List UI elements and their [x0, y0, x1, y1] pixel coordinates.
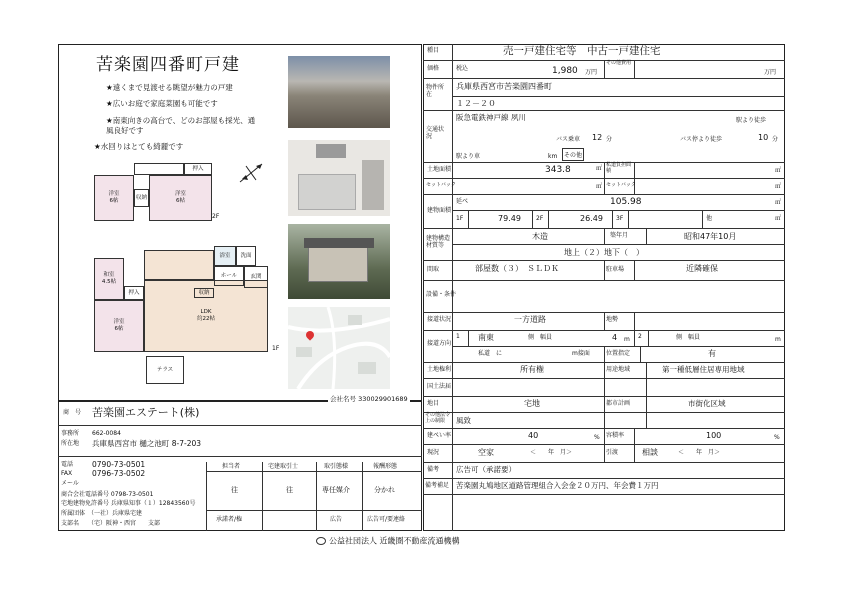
mail-label: メール	[61, 480, 79, 487]
km-unit: km	[548, 153, 558, 160]
role-row2-1: 承諾者/権	[216, 516, 243, 523]
road-status-value: 一方道路	[514, 315, 546, 324]
road-direction-label: 接道方向	[427, 340, 452, 347]
role-value-2: 往	[286, 486, 293, 494]
road-index-2: 2	[638, 333, 642, 340]
floor3-label: 3F	[616, 215, 624, 222]
road-direction-value: 南東	[478, 333, 494, 342]
handover-value: 相談	[642, 448, 658, 457]
city-plan-label: 都市計画	[606, 400, 631, 407]
notes-label: 備考	[427, 466, 440, 473]
floor-label-2f: 2F	[212, 213, 220, 220]
private-road-unit: ㎡	[775, 167, 782, 174]
fax-label: FAX	[61, 470, 73, 477]
map-image	[288, 307, 390, 389]
city-view-photo	[288, 56, 390, 128]
other-traffic-label: その他	[562, 148, 584, 161]
role-header-takken: 宅建取引士	[268, 463, 299, 470]
road-width-value: 4	[612, 333, 618, 342]
parking-label: 駐車場	[606, 266, 625, 273]
far-value: 100	[706, 431, 722, 440]
road-width-unit-2: m	[775, 336, 781, 343]
setback-unit-1: ㎡	[596, 183, 603, 190]
address-line1: 兵庫県西宮市苦楽園四番町	[456, 82, 552, 91]
total-area-value: 105.98	[610, 197, 642, 207]
address-line2: １２－２０	[456, 99, 496, 108]
zoning-value: 第一種低層住居専用地域	[662, 365, 745, 374]
road-status-label: 接道状況	[427, 316, 452, 323]
room-genkan: 玄関	[244, 266, 268, 288]
layout-label: 間取	[427, 266, 440, 273]
land-category-value: 宅地	[524, 399, 540, 408]
handover-date: ＜ 年 月＞	[678, 449, 721, 456]
private-road-text: 私道 に	[478, 350, 503, 357]
bus-walk-unit: 分	[772, 136, 779, 143]
floors-value: 地上（２）地下（ ）	[564, 248, 644, 257]
floor2-label: 2F	[536, 215, 544, 222]
other-floor-unit: ㎡	[775, 215, 782, 222]
listing-title: 苦楽園四番町戸建	[96, 55, 240, 75]
room-oshiire-1f: 押入	[124, 286, 144, 300]
private-contact-text: m接面	[572, 350, 590, 357]
floor1-area: 79.49	[498, 214, 521, 223]
association: 所属団体 （一社）兵庫県宅建	[61, 510, 143, 517]
kitchen-photo	[288, 140, 390, 216]
room-shuno-1f: 収納	[194, 288, 214, 298]
bus-ride-unit: 分	[606, 136, 613, 143]
status-date: ＜ 年 月＞	[530, 449, 573, 456]
price-unit: 万円	[585, 69, 598, 76]
road-width-label-2: 側 幅員	[676, 334, 701, 341]
role-value-1: 往	[231, 486, 238, 494]
role-row2-3: 広告	[330, 516, 343, 523]
position-label: 位置指定	[606, 350, 631, 357]
role-row2-4: 広告可/要連絡	[367, 516, 406, 523]
other-floor-label: 他	[706, 215, 713, 222]
role-value-4: 分かれ	[374, 486, 395, 494]
supplement-value: 苦楽園丸鳩地区道路管理組合入会金２０万円、年会費１万円	[456, 481, 659, 490]
bus-ride-label: バス乗車	[556, 136, 581, 143]
shogo-label: 商 号	[63, 409, 82, 416]
postal-code: 662-0084	[92, 430, 121, 437]
status-value: 空家	[478, 448, 494, 457]
price-label: 価格	[427, 65, 440, 72]
built-value: 昭和47年10月	[684, 232, 737, 241]
company-fax: 0796-73-0502	[92, 469, 146, 478]
location-label: 物件所在	[426, 84, 445, 99]
land-rights-label: 土地権利	[427, 366, 452, 373]
zoning-label: 用途地域	[606, 366, 631, 373]
terrain-label: 地勢	[606, 316, 619, 323]
other-restrict-value: 風致	[456, 416, 471, 425]
role-header-hoshu: 報酬形態	[373, 463, 398, 470]
other-restrict-label: その他法令上の制限	[425, 412, 451, 424]
private-road-label: 私道負担面積	[606, 162, 632, 174]
room-bath: 浴室	[214, 246, 236, 266]
other-cost-unit: 万円	[764, 69, 777, 76]
coverage-unit: %	[594, 434, 600, 441]
floor-label-1f: 1F	[272, 345, 280, 352]
kaisha-tel: 商合会社電話番号 0798-73-0501	[61, 491, 154, 498]
floor2-area: 26.49	[580, 214, 603, 223]
setback-label-1: セットバック	[426, 182, 456, 188]
city-plan-value: 市街化区域	[688, 399, 726, 408]
station-car-label: 駅より車	[456, 153, 481, 160]
license-number: 宅地建物免許番号 兵庫県知事（１）12843560号	[61, 500, 196, 507]
supplement-label: 備考補足	[425, 482, 450, 489]
bus-walk-label: バス停より徒歩	[680, 136, 723, 143]
bullet-4: ★水回りはとても綺麗です	[94, 142, 184, 151]
floor-plan-2f	[94, 163, 212, 223]
land-area-label: 土地面積	[427, 166, 452, 173]
building-area-label: 建物面積	[427, 207, 452, 214]
notes-value: 広告可（承諾要）	[456, 465, 516, 474]
bullet-1: ★遠くまで見渡せる眺望が魅力の戸建	[106, 83, 233, 92]
built-label: 築年月	[610, 232, 629, 239]
role-header-torihiki: 取引態様	[324, 463, 349, 470]
handover-label: 引渡	[606, 449, 619, 456]
bullet-3: ★南東向きの高台で、どのお部屋も採光、通風良好です	[106, 116, 256, 135]
role-value-3: 専任媒介	[322, 486, 350, 494]
road-index-1: 1	[456, 333, 460, 340]
total-area-unit: ㎡	[775, 199, 782, 206]
setback-label-2: セットバック	[606, 182, 636, 188]
company-name: 苦楽園エステート(株)	[92, 406, 200, 419]
shozaichi-label: 所在地	[61, 440, 80, 447]
land-rights-value: 所有権	[520, 365, 544, 374]
total-area-label: 延べ	[456, 198, 469, 205]
floor-plan-1f	[94, 240, 272, 355]
far-unit: %	[774, 434, 780, 441]
tel-label: 電話	[61, 461, 74, 468]
footer-text: 公益社団法人 近畿圏不動産流通機構	[329, 536, 460, 546]
room-shuno-2f: 収納	[134, 189, 149, 207]
national-law-label: 国土法届	[427, 383, 452, 390]
registration-number: 会社名号 330029901689	[330, 395, 408, 403]
land-area-value: 343.8	[545, 165, 571, 175]
structure-value: 木造	[532, 232, 548, 241]
coverage-value: 40	[528, 431, 539, 440]
company-tel: 0790-73-0501	[92, 460, 146, 469]
structure-label: 建物構造材質等	[426, 235, 451, 250]
traffic-label: 交通状況	[426, 126, 445, 141]
far-label: 容積率	[606, 432, 625, 439]
other-cost-label: その他費用	[606, 60, 632, 66]
room-yoshitsu-1f: 洋室 6帖	[94, 300, 144, 352]
company-address: 兵庫県西宮市 樋之池町 8-7-203	[92, 439, 202, 448]
bus-walk-minutes: 10	[758, 133, 769, 142]
role-header-tantosha: 担当者	[222, 463, 241, 470]
parking-value: 近隣確保	[686, 264, 718, 273]
room-ldk: LDK 約22帖	[144, 280, 268, 352]
organization-logo-icon	[316, 537, 326, 545]
land-category-label: 地目	[427, 400, 440, 407]
terrace: テラス	[146, 356, 184, 384]
floor1-label: 1F	[456, 215, 464, 222]
coverage-label: 建ぺい率	[427, 432, 452, 439]
branch: 支部名 （宅）阪神・西宮 支部	[61, 520, 161, 527]
room-stairs-2f	[134, 163, 184, 175]
room-yoshitsu-2f-b: 洋室 6帖	[149, 175, 212, 221]
layout-value: 部屋数（３） ＳＬＤＫ	[475, 264, 559, 273]
position-value: 有	[708, 349, 716, 358]
road-width-label: 側 幅員	[528, 334, 553, 341]
bus-ride-minutes: 12	[592, 133, 603, 142]
station-walk-label: 駅より徒歩	[736, 117, 767, 124]
room-hall: ホール	[214, 266, 244, 286]
jimusho-label: 事務所	[61, 430, 80, 437]
room-yoshitsu-2f-a: 洋室 6帖	[94, 175, 134, 221]
room-kitchen	[144, 250, 214, 280]
road-width-unit: m	[624, 336, 630, 343]
equipment-label: 設備・条件	[426, 291, 457, 298]
status-label: 現況	[427, 449, 440, 456]
train-line: 阪急電鉄神戸線 夙川	[456, 113, 526, 122]
room-washitsu-1f: 和室 4.5帖	[94, 258, 124, 300]
setback-unit-2: ㎡	[775, 183, 782, 190]
type-label: 種目	[427, 47, 440, 54]
footer-organization	[316, 537, 460, 546]
house-exterior-photo	[288, 224, 390, 299]
room-closet-2f: 押入	[184, 163, 212, 175]
compass-icon	[236, 160, 266, 186]
property-type: 売一戸建住宅等 中古一戸建住宅	[503, 45, 661, 57]
bullet-2: ★広いお庭で家庭菜園も可能です	[106, 99, 218, 108]
room-senmen: 洗面	[236, 246, 256, 266]
price-value: 1,980	[552, 66, 578, 76]
land-area-unit: ㎡	[596, 165, 603, 172]
price-sub: 税込	[456, 65, 469, 72]
